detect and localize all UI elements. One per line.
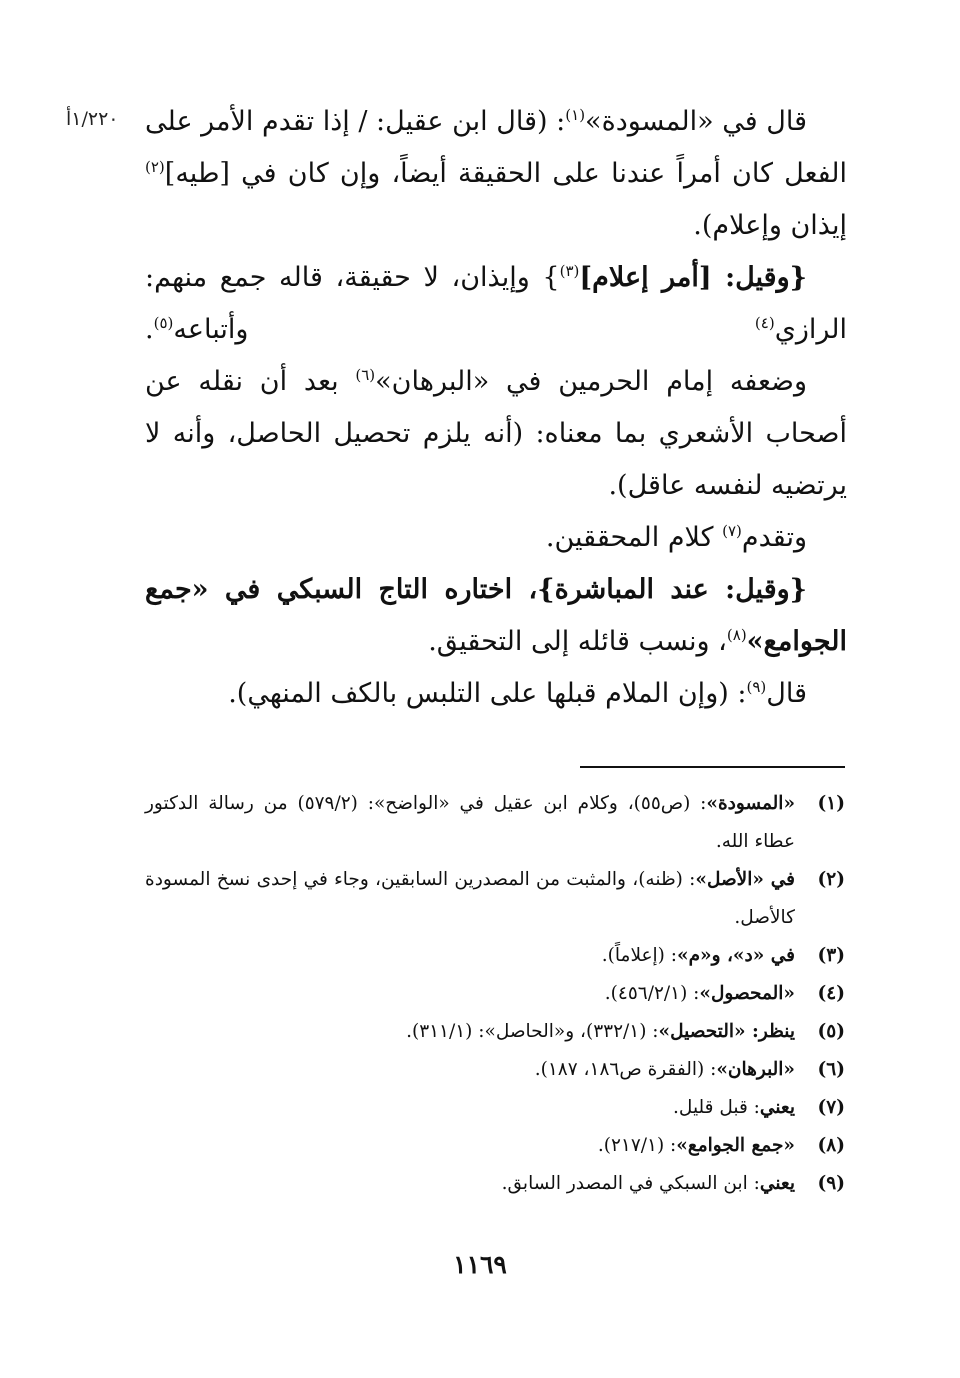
footnote-4 [145, 975, 845, 1013]
text-run: } وإيذان، لا حقيقة، قاله جمع منهم: الرازي [145, 262, 847, 345]
text-run: وتقدم [741, 522, 807, 553]
footnote-number: (٣) [817, 945, 845, 966]
footnote-body: : ابن السبكي في المصدر السابق. [501, 1173, 760, 1194]
footnote-5 [145, 1013, 845, 1051]
footnote-lead: يعني [759, 1097, 795, 1118]
footnote-8 [145, 1127, 845, 1165]
footnote-text [145, 1051, 795, 1089]
footnote-body: : (إعلاماً). [601, 945, 677, 966]
footnote-number: (٥) [817, 1021, 845, 1042]
footnote-number: (٧) [817, 1097, 845, 1118]
footnote-lead: في «الأصل» [695, 869, 795, 890]
text-run: . [145, 314, 154, 345]
footnote-body: : قبل قليل. [673, 1097, 760, 1118]
manuscript-folio-marker: ١/٢٢٠أ [66, 108, 119, 130]
text-run: {وقيل: عند المباشرة}، اختاره التاج السبكي في «جمع الجوامع» [145, 574, 847, 657]
footnote-body: : (ظنه)، والمثبت من المصدرين السابقين، وجاء في إحدى نسخ المسودة كالأصل. [145, 869, 795, 928]
footnotes [145, 785, 845, 1203]
footnote-ref-6[interactable]: (٦) [355, 366, 376, 384]
footnote-number: (٩) [817, 1173, 845, 1194]
footnote-ref-2[interactable]: (٢) [145, 158, 165, 176]
text-run: إيذان وإعلام). [693, 210, 847, 241]
footnote-3 [145, 937, 845, 975]
footnote-separator [580, 766, 845, 768]
footnote-text [145, 937, 795, 975]
paragraph-1 [145, 96, 847, 252]
footnote-text [145, 1089, 795, 1127]
paragraph-6 [145, 668, 847, 720]
text-run: قال في «المسودة» [585, 106, 807, 137]
footnote-number: (٨) [817, 1135, 845, 1156]
footnote-text [145, 1127, 795, 1165]
paragraph-3 [145, 356, 847, 512]
text-run: وضعفه إمام الحرمين في «البرهان» [375, 366, 807, 397]
footnote-ref-9[interactable]: (٩) [746, 678, 767, 696]
paragraph-2 [145, 252, 847, 356]
footnote-text [145, 1165, 795, 1203]
footnote-lead: «المسودة» [706, 793, 796, 814]
main-text [145, 96, 847, 720]
footnote-7 [145, 1089, 845, 1127]
footnote-body: : (الفقرة ص١٨٦، ١٨٧). [534, 1059, 717, 1080]
footnote-2 [145, 861, 845, 937]
footnote-text [145, 1013, 795, 1051]
text-run: وأتباعه [173, 314, 755, 345]
footnote-ref-5[interactable]: (٥) [153, 314, 174, 332]
footnote-body: : (٢١٧/١). [597, 1135, 677, 1156]
footnote-ref-8[interactable]: (٨) [726, 626, 747, 644]
footnote-ref-1[interactable]: (١) [565, 106, 586, 124]
footnote-lead: «المحصول» [699, 983, 795, 1004]
footnote-number: (٦) [817, 1059, 845, 1080]
footnote-lead: يعني [759, 1173, 795, 1194]
footnote-6 [145, 1051, 845, 1089]
footnote-text [145, 861, 795, 937]
text-run: : (وإن الملام قبلها على التلبس بالكف المنهي). [228, 678, 747, 709]
text-run: {وقيل: [أمر إعلام] [579, 262, 807, 293]
footnote-1 [145, 785, 845, 861]
page-number: ١١٦٩ [453, 1250, 507, 1279]
footnote-lead: ينظر: «التحصيل» [658, 1021, 795, 1042]
footnote-text [145, 975, 795, 1013]
footnote-ref-3[interactable]: (٣) [559, 262, 580, 280]
footnote-ref-7[interactable]: (٧) [722, 522, 742, 540]
text-run: : (قال ابن عقيل: / إذا تقدم الأمر على الفعل كان أمراً عندنا على الحقيقة أيضاً، وإن كان في [طيه] [145, 106, 847, 189]
paragraph-4 [145, 512, 847, 564]
footnote-body: : (٣٣٢/١)، و«الحاصل»: (٣١١/١). [406, 1021, 659, 1042]
footnote-number: (١) [817, 793, 845, 814]
footnote-body: : (ص٥٥)، وكلام ابن عقيل في «الواضح»: (٥٧٩/٢) من رسالة الدكتور عطاء الله. [145, 793, 795, 852]
footnote-lead: «البرهان» [716, 1059, 795, 1080]
footnote-text [145, 785, 795, 861]
text-run: ، ونسب قائله إلى التحقيق. [428, 626, 727, 657]
text-run: قال [766, 678, 807, 709]
text-run: كلام المحققين. [545, 522, 723, 553]
footnote-number: (٢) [817, 869, 845, 890]
footnote-ref-4[interactable]: (٤) [754, 314, 775, 332]
footnote-number: (٤) [817, 983, 845, 1004]
footnote-body: : (٤٥٦/٢/١). [604, 983, 700, 1004]
footnote-lead: «جمع الجوامع» [676, 1135, 795, 1156]
footnote-9 [145, 1165, 845, 1203]
text-run: بعد أن نقله عن أصحاب الأشعري بما معناه: (أنه يلزم تحصيل الحاصل، وأنه لا يرتضيه لنفسه عاقل). [145, 366, 847, 501]
footnote-lead: في «د»، و«م» [677, 945, 795, 966]
paragraph-5 [145, 564, 847, 668]
